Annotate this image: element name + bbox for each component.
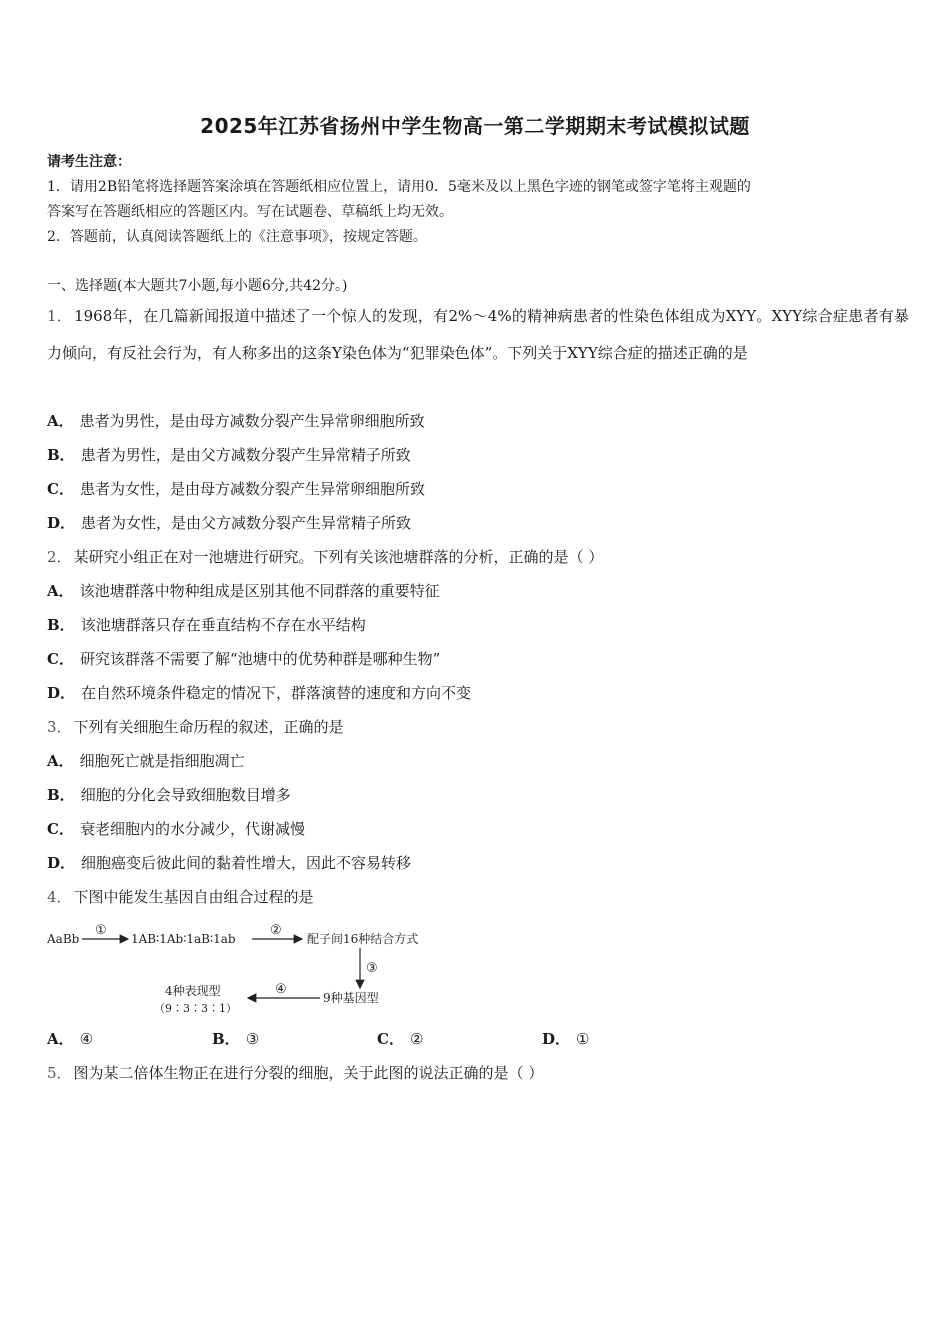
- q2-option-d[interactable]: D． 在自然环境条件稳定的情况下，群落演替的速度和方向不变: [47, 684, 472, 702]
- section-heading: 一、选择题(本大题共7小题,每小题6分,共42分。): [47, 278, 348, 294]
- diagram-combos: 配子间16种结合方式: [307, 932, 419, 946]
- q2-option-a[interactable]: A． 该池塘群落中物种组成是区别其他不同群落的重要特征: [47, 582, 440, 600]
- q1-option-a[interactable]: A． 患者为男性，是由母方减数分裂产生异常卵细胞所致: [47, 412, 425, 430]
- label-step-1: ①: [95, 923, 107, 938]
- question-2: 2． 某研究小组正在对一池塘进行研究。下列有关该池塘群落的分析，正确的是（ ）: [47, 548, 604, 566]
- diagram-start: AaBb: [47, 932, 80, 946]
- q1-option-d[interactable]: D． 患者为女性，是由父方减数分裂产生异常精子所致: [47, 514, 412, 532]
- label-step-2: ②: [270, 923, 282, 938]
- q1-option-b[interactable]: B． 患者为男性，是由父方减数分裂产生异常精子所致: [47, 446, 411, 464]
- q4-option-c[interactable]: C． ②: [377, 1030, 424, 1048]
- diagram-genotypes: 9种基因型: [323, 991, 379, 1005]
- q2-option-b[interactable]: B． 该池塘群落只存在垂直结构不存在水平结构: [47, 616, 366, 634]
- diagram-ratio: （9∶3∶3∶1）: [154, 1002, 237, 1015]
- diagram-phenotypes: 4种表现型: [165, 984, 221, 998]
- q4-option-d[interactable]: D． ①: [542, 1030, 590, 1048]
- label-step-3: ③: [366, 961, 378, 976]
- notice-line-2: 2．答题前，认真阅读答题纸上的《注意事项》，按规定答题。: [47, 229, 427, 245]
- diagram-gametes: 1AB∶1Ab∶1aB∶1ab: [131, 932, 236, 946]
- notice-heading: 请考生注意：: [47, 154, 131, 170]
- question-4: 4． 下图中能发生基因自由组合过程的是: [47, 888, 314, 906]
- q3-option-b[interactable]: B． 细胞的分化会导致细胞数目增多: [47, 786, 291, 804]
- question-number: 1．: [47, 307, 73, 325]
- notice-line-1a: 1．请用2B铅笔将选择题答案涂填在答题纸相应位置上，请用0．5毫米及以上黑色字迹的钢笔或签字笔将主观题的: [47, 179, 751, 195]
- gene-combination-diagram: [40, 918, 460, 1023]
- q3-option-a[interactable]: A． 细胞死亡就是指细胞凋亡: [47, 752, 245, 770]
- q3-option-d[interactable]: D． 细胞癌变后彼此间的黏着性增大，因此不容易转移: [47, 854, 412, 872]
- question-text: 1968年，在几篇新闻报道中描述了一个惊人的发现，有2%～4%的精神病患者的性染色体组成为XYY。XYY综合症患者有暴力倾向，有反社会行为，有人称多出的这条Y染色体为“犯罪染色体”。下列关于XYY综合症的描述正确的是: [47, 307, 909, 362]
- q4-option-a[interactable]: A． ④: [47, 1030, 94, 1048]
- question-3: 3． 下列有关细胞生命历程的叙述，正确的是: [47, 718, 344, 736]
- question-1: [47, 298, 909, 372]
- question-5: 5． 图为某二倍体生物正在进行分裂的细胞，关于此图的说法正确的是（ ）: [47, 1064, 544, 1082]
- q4-option-b[interactable]: B． ③: [212, 1030, 260, 1048]
- page-title: 2025年江苏省扬州中学生物高一第二学期期末考试模拟试题: [200, 114, 750, 138]
- notice-block: [47, 150, 907, 250]
- q2-option-c[interactable]: C． 研究该群落不需要了解“池塘中的优势种群是哪种生物”: [47, 650, 441, 668]
- notice-line-1b: 答案写在答题纸相应的答题区内。写在试题卷、草稿纸上均无效。: [47, 204, 453, 220]
- label-step-4: ④: [275, 982, 287, 997]
- q3-option-c[interactable]: C． 衰老细胞内的水分减少，代谢减慢: [47, 820, 305, 838]
- q1-option-c[interactable]: C． 患者为女性，是由母方减数分裂产生异常卵细胞所致: [47, 480, 425, 498]
